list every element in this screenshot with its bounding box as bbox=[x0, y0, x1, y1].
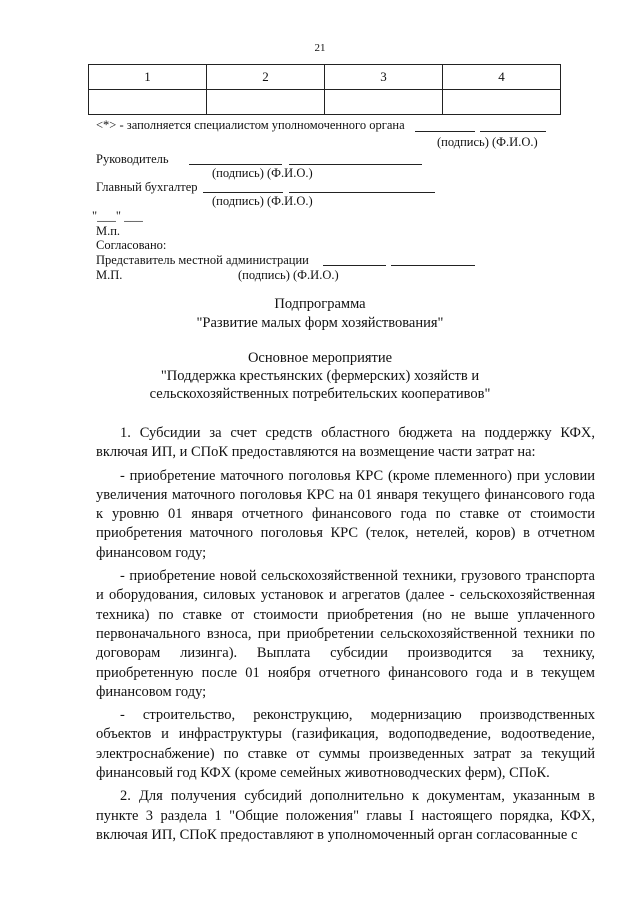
signature-line bbox=[391, 265, 475, 266]
activity-title: Основное мероприятие bbox=[247, 350, 393, 366]
subprogram-name: "Развитие малых форм хозяйствования" bbox=[196, 315, 444, 331]
page-number: 21 bbox=[314, 42, 326, 54]
paragraph: - строительство, реконструкцию, модернизацию производственных объектов и инфраструктуры (газификация, водоподведение, водоотведение, электроснабжение) по ставке от суммы произведенных затрат за текущий финансовый год КФХ (кроме семейных животноводческих ферм), СПоК. bbox=[96, 707, 595, 782]
accountant-label: Главный бухгалтер bbox=[96, 180, 198, 194]
footnote-text: <*> - заполняется специалистом уполномоченного органа bbox=[96, 118, 405, 132]
paragraph: - приобретение маточного поголовья КРС (кроме племенного) при условии увеличения маточного поголовья КРС на 01 января текущего финансового года к уровню 01 января отчетного финансового года по ставке от стоимости приобретения маточного поголовья КРС (телок, нетелей, коров) в отчетном финансовом году; bbox=[96, 467, 595, 561]
form-table bbox=[88, 64, 561, 115]
signature-line bbox=[323, 265, 386, 266]
table-cell bbox=[443, 90, 561, 115]
date-stub: "___" ___ bbox=[92, 209, 143, 223]
head-label: Руководитель bbox=[96, 152, 169, 166]
paragraph: 2. Для получения субсидий дополнительно к документам, указанным в пункте 3 раздела 1 "Общие положения" главы I настоящего порядка, КФХ, включая ИП, СПоК предоставляют в уполномоченный орган согласованные с bbox=[96, 788, 595, 843]
table-header-cell: 3 bbox=[325, 65, 443, 90]
head-caption: (подпись) (Ф.И.О.) bbox=[212, 166, 313, 180]
body-text bbox=[96, 424, 595, 845]
accountant-caption: (подпись) (Ф.И.О.) bbox=[212, 194, 313, 208]
paragraph: 1. Субсидии за счет средств областного бюджета на поддержку КФХ, включая ИП, и СПоК предоставляются на возмещение части затрат на: bbox=[96, 425, 595, 461]
seal-label: М.п. bbox=[96, 224, 121, 238]
representative-caption: (подпись) (Ф.И.О.) bbox=[238, 268, 339, 282]
signature-line bbox=[289, 164, 422, 165]
table-cell bbox=[325, 90, 443, 115]
table-cell bbox=[89, 90, 207, 115]
agreed-label: Согласовано: bbox=[96, 238, 167, 252]
table-header-cell: 4 bbox=[443, 65, 561, 90]
table-header-cell: 2 bbox=[207, 65, 325, 90]
table-header-cell: 1 bbox=[89, 65, 207, 90]
signature-line bbox=[289, 192, 435, 193]
signature-line bbox=[189, 164, 282, 165]
seal-label: М.П. bbox=[96, 268, 123, 282]
activity-name-line2: сельскохозяйственных потребительских кооперативов" bbox=[149, 386, 491, 402]
activity-name-line1: "Поддержка крестьянских (фермерских) хозяйств и bbox=[160, 368, 480, 384]
signature-line bbox=[480, 131, 546, 132]
representative-label: Представитель местной администрации bbox=[96, 253, 309, 267]
paragraph: - приобретение новой сельскохозяйственной техники, грузового транспорта и оборудования, силовых установок и агрегатов (далее - сельскохозяйственная техника) по ставке от стоимости приобретения (но не выше уплаченного первоначального взноса, при приобретении сельскохозяйственной техники по договорам лизинга). Выплата субсидии производится за технику, приобретенную после 01 ноября отчетного финансового года и в текущем финансовом году; bbox=[96, 568, 595, 700]
signature-line bbox=[203, 192, 283, 193]
table-cell bbox=[207, 90, 325, 115]
subprogram-title: Подпрограмма bbox=[274, 296, 366, 312]
footnote-caption: (подпись) (Ф.И.О.) bbox=[437, 135, 538, 149]
signature-line bbox=[415, 131, 475, 132]
